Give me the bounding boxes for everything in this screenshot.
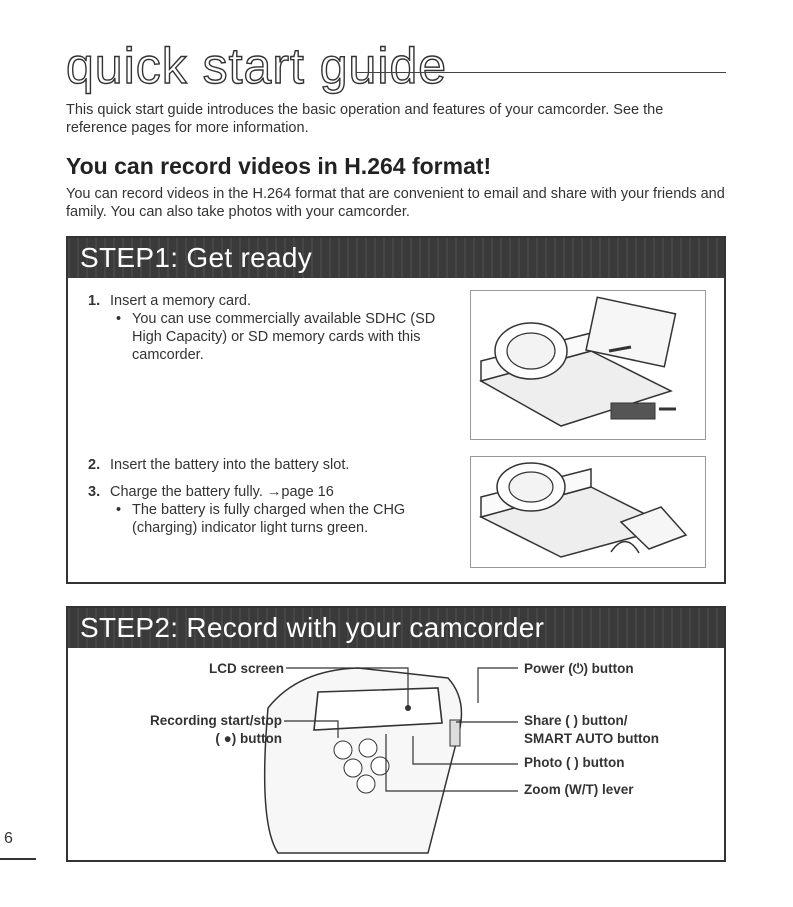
memory-card-illustration (470, 290, 706, 440)
page-number-rule (0, 858, 36, 860)
share-label-line1: Share ( ) button/ (524, 713, 628, 728)
page-number-text: 6 (4, 830, 13, 847)
page-number (0, 828, 36, 860)
record-button-label (114, 712, 282, 748)
intro-text: This quick start guide introduces the basic operation and features of your camcorder. See the reference pages for more information. (66, 102, 664, 136)
item-number: 3. (88, 484, 101, 500)
step2-box (66, 606, 726, 862)
step1-title: STEP1: Get ready (80, 242, 313, 273)
step2-title: STEP2: Record with your camcorder (80, 612, 545, 643)
step1-item-3 (88, 483, 458, 537)
share-button-label (524, 712, 659, 748)
item-number: 2. (88, 457, 101, 473)
camcorder-battery-icon (471, 457, 705, 567)
record-label-line1: Recording start/stop (149, 713, 282, 728)
section-heading: You can record videos in H.264 format! (66, 153, 492, 179)
title-area (66, 36, 726, 96)
photo-button-label: Photo ( ) button (524, 755, 625, 770)
power-button-label: Power (⏻) button (524, 661, 634, 676)
item-bullet: • You can use commercially available SDHC (SD High Capacity) or SD memory cards with this camcorder. (110, 310, 462, 364)
step1-item-1 (88, 292, 458, 364)
share-label-line2: SMART AUTO button (524, 731, 659, 746)
step1-item-2 (88, 456, 458, 474)
item-text: Insert a memory card. (110, 293, 252, 309)
record-label-line2: ( ●) button (215, 731, 282, 746)
battery-illustration (470, 456, 706, 568)
item-text: Charge the battery fully. →page 16 (110, 484, 334, 500)
item-bullet: • The battery is fully charged when the CHG (charging) indicator light turns green. (110, 501, 462, 537)
camcorder-card-icon (471, 291, 705, 439)
section-subtext: You can record videos in the H.264 format that are convenient to email and share with your friends and family. You can also take photos with your camcorder. (66, 186, 725, 220)
page-title: quick start guide (66, 38, 448, 94)
item-text: Insert the battery into the battery slot. (110, 457, 350, 473)
lcd-screen-label: LCD screen (208, 661, 284, 676)
step1-bar (68, 238, 724, 278)
zoom-lever-label: Zoom (W/T) lever (524, 782, 634, 797)
item-number: 1. (88, 293, 101, 309)
step1-box (66, 236, 726, 584)
title-rule (356, 72, 726, 73)
